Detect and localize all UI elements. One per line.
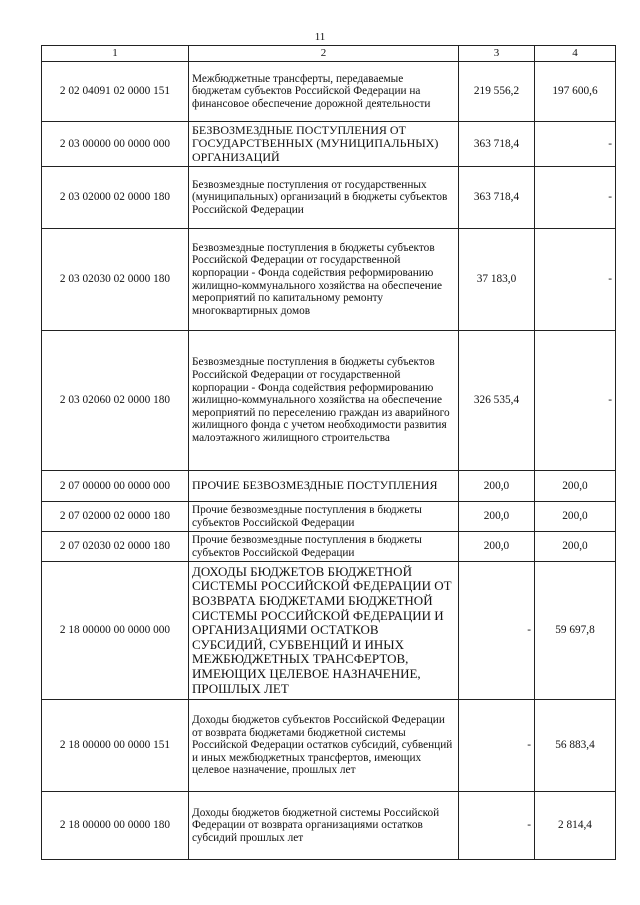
row-code: 2 07 00000 00 0000 000 bbox=[42, 471, 189, 502]
row-value-col3: - bbox=[459, 792, 535, 860]
row-value-col3: 219 556,2 bbox=[459, 62, 535, 122]
row-description: Безвозмездные поступления в бюджеты субъектов Российской Федерации от государственной корпорации - Фонда содействия реформированию жилищно-коммунального хозяйства на обеспечение мероприятий по капитальному ремонту многоквартирных домов bbox=[189, 229, 459, 331]
table-row bbox=[42, 792, 616, 860]
row-value-col4: 200,0 bbox=[535, 532, 616, 562]
row-code: 2 07 02000 02 0000 180 bbox=[42, 502, 189, 532]
row-code: 2 18 00000 00 0000 000 bbox=[42, 562, 189, 700]
row-description: Доходы бюджетов субъектов Российской Федерации от возврата бюджетами бюджетной системы Российской Федерации остатков субсидий, субвенций и иных межбюджетных трансфертов, имеющих целевое назначение, прошлых лет bbox=[189, 700, 459, 792]
column-header-code: 1 bbox=[42, 46, 189, 62]
table-row bbox=[42, 331, 616, 471]
row-value-col3: 200,0 bbox=[459, 471, 535, 502]
row-description: БЕЗВОЗМЕЗДНЫЕ ПОСТУПЛЕНИЯ ОТ ГОСУДАРСТВЕННЫХ (МУНИЦИПАЛЬНЫХ) ОРГАНИЗАЦИЙ bbox=[189, 122, 459, 167]
row-description: Межбюджетные трансферты, передаваемые бюджетам субъектов Российской Федерации на финансовое обеспечение дорожной деятельности bbox=[189, 62, 459, 122]
table-row bbox=[42, 471, 616, 502]
row-code: 2 18 00000 00 0000 180 bbox=[42, 792, 189, 860]
row-description: Прочие безвозмездные поступления в бюджеты субъектов Российской Федерации bbox=[189, 502, 459, 532]
table-row bbox=[42, 62, 616, 122]
row-description: Безвозмездные поступления в бюджеты субъектов Российской Федерации от государственной корпорации - Фонда содействия реформированию жилищно-коммунального хозяйства на обеспечение мероприятий по переселению граждан из аварийного жилищного фонда с учетом необходимости развития малоэтажного жилищного строительства bbox=[189, 331, 459, 471]
table-row bbox=[42, 562, 616, 700]
row-value-col3: - bbox=[459, 700, 535, 792]
row-value-col3: 326 535,4 bbox=[459, 331, 535, 471]
table-row bbox=[42, 229, 616, 331]
row-value-col4: - bbox=[535, 122, 616, 167]
row-description: ПРОЧИЕ БЕЗВОЗМЕЗДНЫЕ ПОСТУПЛЕНИЯ bbox=[189, 471, 459, 502]
row-description: Безвозмездные поступления от государственных (муниципальных) организаций в бюджеты субъектов Российской Федерации bbox=[189, 167, 459, 229]
row-code: 2 07 02030 02 0000 180 bbox=[42, 532, 189, 562]
row-value-col4: 56 883,4 bbox=[535, 700, 616, 792]
column-header-4: 4 bbox=[535, 46, 616, 62]
row-description: Прочие безвозмездные поступления в бюджеты субъектов Российской Федерации bbox=[189, 532, 459, 562]
table-row bbox=[42, 502, 616, 532]
row-value-col4: 197 600,6 bbox=[535, 62, 616, 122]
row-code: 2 18 00000 00 0000 151 bbox=[42, 700, 189, 792]
row-code: 2 02 04091 02 0000 151 bbox=[42, 62, 189, 122]
table-row bbox=[42, 122, 616, 167]
row-value-col3: 200,0 bbox=[459, 502, 535, 532]
budget-revenue-table bbox=[41, 45, 616, 860]
row-description: ДОХОДЫ БЮДЖЕТОВ БЮДЖЕТНОЙ СИСТЕМЫ РОССИЙСКОЙ ФЕДЕРАЦИИ ОТ ВОЗВРАТА БЮДЖЕТАМИ БЮДЖЕТНОЙ СИСТЕМЫ РОССИЙСКОЙ ФЕДЕРАЦИИ И ОРГАНИЗАЦИЯМИ ОСТАТКОВ СУБСИДИЙ, СУБВЕНЦИЙ И ИНЫХ МЕЖБЮДЖЕТНЫХ ТРАНСФЕРТОВ, ИМЕЮЩИХ ЦЕЛЕВОЕ НАЗНАЧЕНИЕ, ПРОШЛЫХ ЛЕТ bbox=[189, 562, 459, 700]
row-code: 2 03 02030 02 0000 180 bbox=[42, 229, 189, 331]
row-value-col3: 37 183,0 bbox=[459, 229, 535, 331]
row-value-col4: - bbox=[535, 331, 616, 471]
table-row bbox=[42, 700, 616, 792]
row-value-col4: 200,0 bbox=[535, 471, 616, 502]
row-value-col4: 2 814,4 bbox=[535, 792, 616, 860]
table-header-row bbox=[42, 46, 616, 62]
row-code: 2 03 02060 02 0000 180 bbox=[42, 331, 189, 471]
row-value-col3: 363 718,4 bbox=[459, 167, 535, 229]
row-value-col3: - bbox=[459, 562, 535, 700]
page-number: 11 bbox=[314, 31, 326, 43]
row-code: 2 03 00000 00 0000 000 bbox=[42, 122, 189, 167]
row-value-col3: 363 718,4 bbox=[459, 122, 535, 167]
column-header-description: 2 bbox=[189, 46, 459, 62]
row-value-col3: 200,0 bbox=[459, 532, 535, 562]
row-description: Доходы бюджетов бюджетной системы Российской Федерации от возврата организациями остатков субсидий прошлых лет bbox=[189, 792, 459, 860]
row-value-col4: 59 697,8 bbox=[535, 562, 616, 700]
table-row bbox=[42, 167, 616, 229]
row-value-col4: 200,0 bbox=[535, 502, 616, 532]
table-row bbox=[42, 532, 616, 562]
row-code: 2 03 02000 02 0000 180 bbox=[42, 167, 189, 229]
row-value-col4: - bbox=[535, 167, 616, 229]
column-header-3: 3 bbox=[459, 46, 535, 62]
row-value-col4: - bbox=[535, 229, 616, 331]
